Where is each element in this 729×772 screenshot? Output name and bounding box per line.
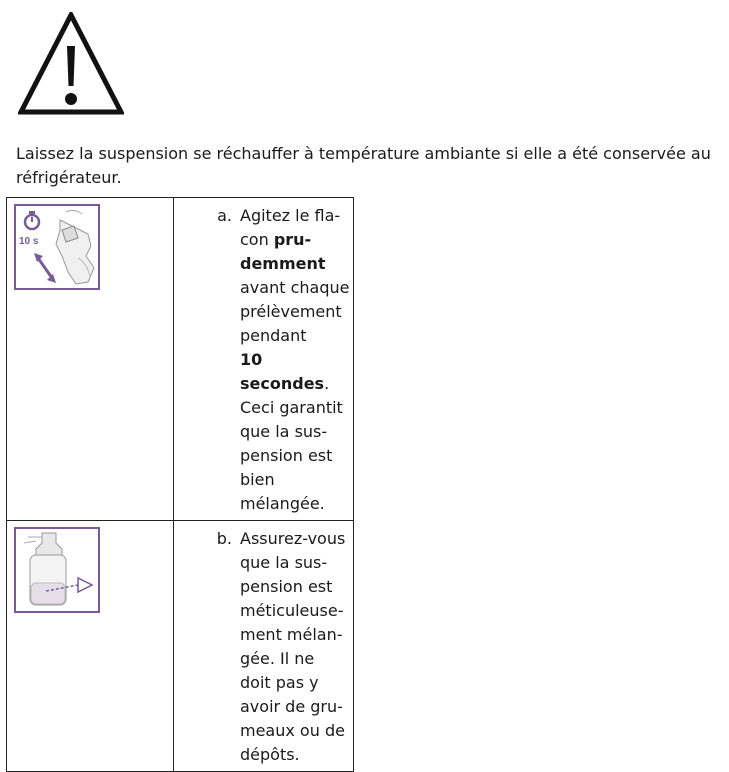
- table-row: [7, 521, 354, 772]
- timer-label: 10 s: [19, 236, 39, 247]
- warning-icon: [18, 12, 124, 116]
- inspect-bottle-icon: [14, 527, 100, 613]
- step-text: Assurez-vous que la sus- pension est méticuleuse- ment mélan- gée. Il ne doit pas y avoir de gru- meaux ou de dépôts.: [240, 529, 346, 764]
- step-letter: a.: [217, 206, 232, 225]
- shake-bottle-10s-icon: [14, 204, 100, 290]
- step-letter: b.: [216, 529, 232, 548]
- steps-table: [6, 197, 354, 772]
- intro-text: Laissez la suspension se réchauffer à température ambiante si elle a été conservée au réfrigérateur.: [16, 144, 711, 187]
- step-a: [174, 204, 353, 516]
- step-b: [174, 527, 353, 767]
- step-text: Agitez le fla- con pru- demment avant chaque prélèvement pendant 10 secondes. Ceci garantit que la sus- pension est bien mélangée.: [240, 206, 350, 513]
- table-row: [7, 198, 354, 521]
